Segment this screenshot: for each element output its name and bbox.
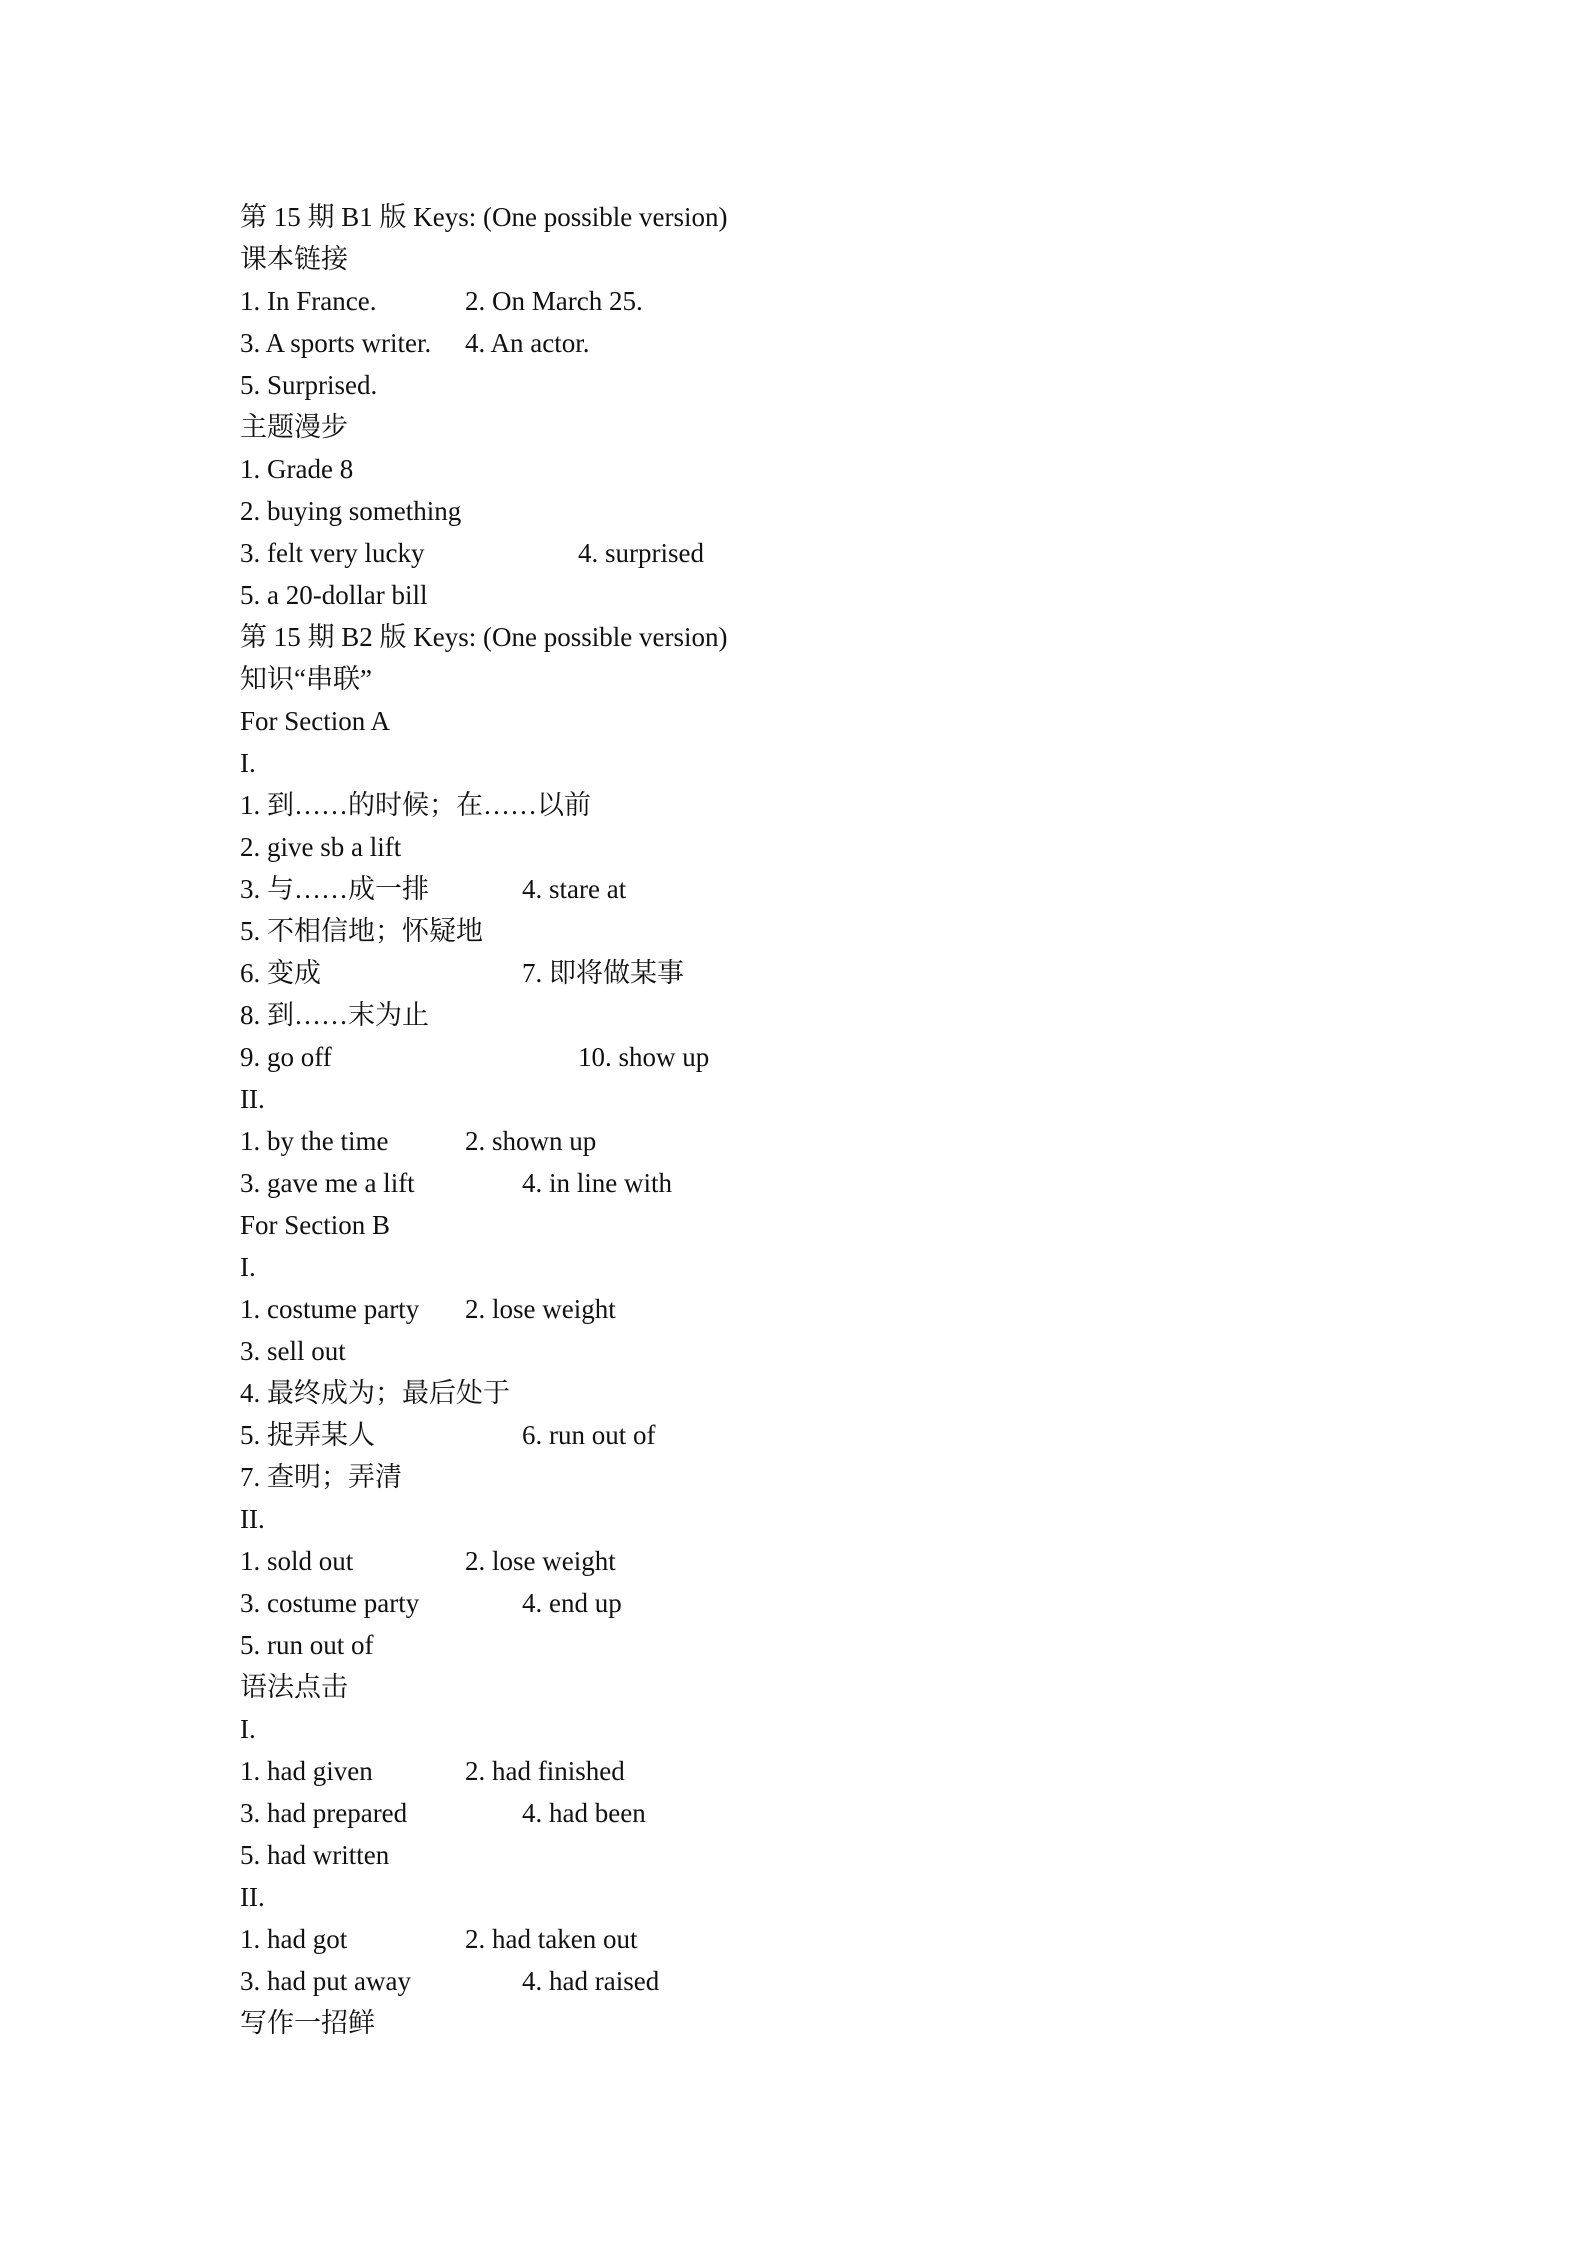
answer-text: 写作一招鲜 xyxy=(240,2008,375,2038)
text-line xyxy=(240,2002,1440,2044)
answer-text: 3. A sports writer. xyxy=(240,328,432,358)
text-line xyxy=(240,742,1440,784)
answer-text: 5. run out of xyxy=(240,1630,374,1660)
answer-text: 1. sold out xyxy=(240,1546,354,1576)
answer-text: 1. 到……的时候；在……以前 xyxy=(240,790,591,820)
answer-text-second: 6. run out of xyxy=(522,1420,656,1450)
answer-text: 3. had prepared xyxy=(240,1798,408,1828)
answer-text-second: 4. end up xyxy=(522,1588,622,1618)
answer-text: 3. sell out xyxy=(240,1336,346,1366)
answer-text: 9. go off xyxy=(240,1042,332,1072)
text-line xyxy=(240,1708,1440,1750)
text-line xyxy=(240,1918,1440,1960)
answer-text: 6. 变成 xyxy=(240,958,321,988)
text-line xyxy=(240,1540,1440,1582)
text-line xyxy=(240,1456,1440,1498)
text-line xyxy=(240,1750,1440,1792)
text-line xyxy=(240,1120,1440,1162)
answer-text-second: 2. had taken out xyxy=(465,1924,638,1954)
text-line xyxy=(240,1624,1440,1666)
answer-text: II. xyxy=(240,1504,265,1534)
answer-text: 5. had written xyxy=(240,1840,390,1870)
answer-text: II. xyxy=(240,1882,265,1912)
text-line xyxy=(240,364,1440,406)
answer-text-second: 2. had finished xyxy=(465,1756,625,1786)
text-line xyxy=(240,1414,1440,1456)
text-line xyxy=(240,868,1440,910)
answer-text: 8. 到……末为止 xyxy=(240,1000,429,1030)
answer-text: II. xyxy=(240,1084,265,1114)
answer-text: I. xyxy=(240,1252,256,1282)
answer-text: 3. felt very lucky xyxy=(240,538,425,568)
answer-text: 4. 最终成为；最后处于 xyxy=(240,1378,510,1408)
answer-text-second: 4. in line with xyxy=(522,1168,672,1198)
text-line xyxy=(240,1330,1440,1372)
answer-text: 5. 不相信地；怀疑地 xyxy=(240,916,483,946)
text-line xyxy=(240,994,1440,1036)
text-line xyxy=(240,238,1440,280)
answer-text: 主题漫步 xyxy=(240,412,348,442)
text-line xyxy=(240,1582,1440,1624)
text-line xyxy=(240,1876,1440,1918)
text-line xyxy=(240,1288,1440,1330)
text-line xyxy=(240,1078,1440,1120)
text-line xyxy=(240,1372,1440,1414)
text-line xyxy=(240,532,1440,574)
text-line xyxy=(240,322,1440,364)
answer-text-second: 2. shown up xyxy=(465,1126,597,1156)
answer-text: 1. costume party xyxy=(240,1294,420,1324)
text-line xyxy=(240,952,1440,994)
text-line xyxy=(240,826,1440,868)
text-line xyxy=(240,490,1440,532)
text-line xyxy=(240,1792,1440,1834)
answer-text: 3. 与……成一排 xyxy=(240,874,429,904)
answer-text: For Section A xyxy=(240,706,391,736)
answer-text: I. xyxy=(240,1714,256,1744)
answer-text: 1. In France. xyxy=(240,286,377,316)
text-line xyxy=(240,700,1440,742)
text-line xyxy=(240,658,1440,700)
answer-text-second: 10. show up xyxy=(578,1042,710,1072)
text-line xyxy=(240,1834,1440,1876)
text-line xyxy=(240,910,1440,952)
text-line xyxy=(240,1246,1440,1288)
text-line xyxy=(240,1498,1440,1540)
answer-text-second: 2. lose weight xyxy=(465,1294,616,1324)
answer-text: For Section B xyxy=(240,1210,391,1240)
answer-text: 5. a 20-dollar bill xyxy=(240,580,428,610)
answer-text: I. xyxy=(240,748,256,778)
answer-text-second: 2. On March 25. xyxy=(465,286,643,316)
answer-text: 第 15 期 B1 版 Keys: (One possible version) xyxy=(240,202,728,232)
answer-text: 1. had given xyxy=(240,1756,373,1786)
text-line xyxy=(240,448,1440,490)
answer-text-second: 4. surprised xyxy=(578,538,704,568)
text-line xyxy=(240,1960,1440,2002)
answer-text: 3. costume party xyxy=(240,1588,420,1618)
answer-text: 第 15 期 B2 版 Keys: (One possible version) xyxy=(240,622,728,652)
text-line xyxy=(240,1036,1440,1078)
answer-text: 3. gave me a lift xyxy=(240,1168,415,1198)
text-line xyxy=(240,574,1440,616)
answer-text-second: 4. had raised xyxy=(522,1966,660,1996)
text-line xyxy=(240,196,1440,238)
answer-text-second: 4. stare at xyxy=(522,874,627,904)
answer-text-second: 4. had been xyxy=(522,1798,646,1828)
answer-text-second: 2. lose weight xyxy=(465,1546,616,1576)
text-line xyxy=(240,406,1440,448)
text-line xyxy=(240,1666,1440,1708)
answer-text: 5. Surprised. xyxy=(240,370,378,400)
text-line xyxy=(240,280,1440,322)
answer-text: 1. by the time xyxy=(240,1126,389,1156)
answer-text: 5. 捉弄某人 xyxy=(240,1420,375,1450)
answer-text: 1. had got xyxy=(240,1924,348,1954)
answer-text-second: 4. An actor. xyxy=(465,328,590,358)
text-line xyxy=(240,1162,1440,1204)
answer-text: 3. had put away xyxy=(240,1966,411,1996)
answer-text: 7. 查明；弄清 xyxy=(240,1462,402,1492)
answer-text: 1. Grade 8 xyxy=(240,454,354,484)
text-line xyxy=(240,616,1440,658)
answer-text: 语法点击 xyxy=(240,1672,348,1702)
answer-key-document xyxy=(240,196,1440,2044)
text-line xyxy=(240,1204,1440,1246)
answer-text: 2. buying something xyxy=(240,496,462,526)
answer-text: 知识“串联” xyxy=(240,664,372,694)
answer-text: 2. give sb a lift xyxy=(240,832,402,862)
answer-text: 课本链接 xyxy=(240,244,348,274)
text-line xyxy=(240,784,1440,826)
answer-text-second: 7. 即将做某事 xyxy=(522,958,684,988)
